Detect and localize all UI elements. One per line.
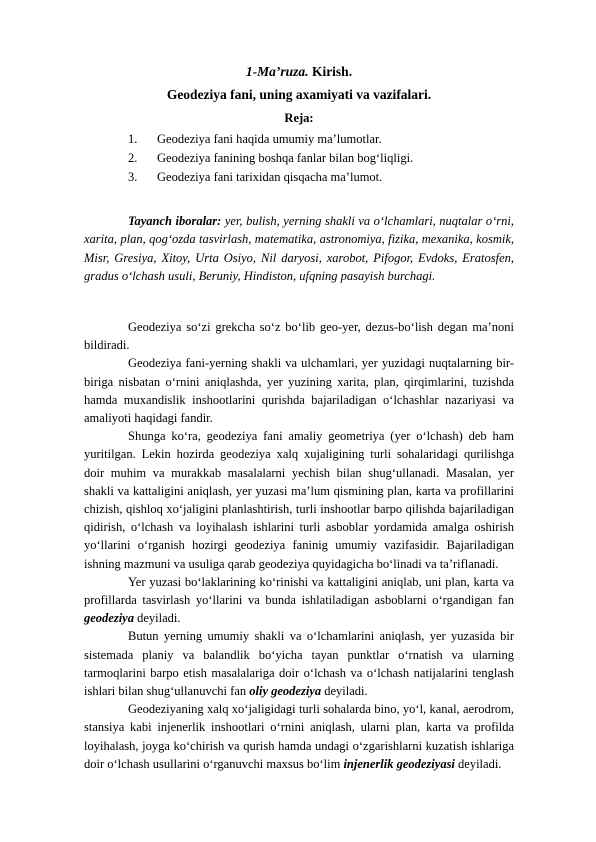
- plan-item-text: Geodeziya fanining boshqa fanlar bilan bog‘liqligi.: [157, 151, 414, 165]
- paragraph-5-text: Butun yerning umumiy shakli va o‘lchamlarini aniqlash, yer yuzasida bir sistemada planiy va balandlik bo‘yicha tayan punktlar o‘rnatish va ularning tarmoqlarini barpo etish masalalariga doir o‘lchash va o‘lchash natijalarini tenglash ishlari bilan shug‘ullanuvchi fan: [84, 629, 514, 699]
- term-geodeziya: geodeziya: [84, 611, 134, 626]
- plan-item: [128, 149, 508, 168]
- paragraph-5: [84, 627, 514, 700]
- plan-heading: Reja:: [284, 111, 314, 125]
- lecture-subtitle: Geodeziya fani, uning axamiyati va vazifalari.: [166, 87, 432, 102]
- plan-item-text: Geodeziya fani haqida umumiy ma’lumotlar.: [157, 132, 382, 146]
- plan-item-number: 3.: [128, 170, 138, 184]
- paragraph-6: [84, 700, 514, 773]
- paragraph-4-text: Yer yuzasi bo‘laklarining ko‘rinishi va kattaligini aniqlab, uni plan, karta va profillarda tasvirlash yo‘llarini va bunda ishlatiladigan asboblarni o‘rgandigan fan: [84, 574, 514, 608]
- paragraph-5-end: deyiladi.: [321, 684, 368, 699]
- paragraph-2: Geodeziya fani-yerning shakli va ulchamlari, yer yuzidagi nuqtalarning bir-biriga nisbatan o‘rnini aniqlashda, yer yuzining xarita, plan, qirqimlarini, tuzishda hamda muxandislik inshootlarini qurishda bajariladigan o‘lchashlar nazariyasi va amaliyoti haqidagi fandir.: [84, 356, 514, 426]
- paragraph-1: Geodeziya so‘zi grekcha so‘z bo‘lib geo-yer, dezus-bo‘lish degan ma’noni bildiradi.: [84, 320, 514, 353]
- keywords-label: Tayanch iboralar:: [128, 214, 222, 228]
- paragraph-6-end: deyiladi.: [454, 756, 502, 771]
- plan-item-number: 1.: [128, 132, 138, 146]
- paragraph-6-text: Geodeziyaning xalq xo‘jaligidagi turli sohalarda bino, yo‘l, kanal, aerodrom, stansiya kabi injenerlik inshootlari o‘rnini aniqlash, ularni plan, karta va profilda loyihalash, joyga ko‘chirish va qurish hamda undagi o‘zgarishlarni kuzatish ishlariga doir o‘lchash usullarini o‘rganuvchi maxsus bo‘lim: [84, 702, 514, 771]
- paragraph-3: Shunga ko‘ra, geodeziya fani amaliy geometriya (yer o‘lchash) deb ham yuritilgan. Lekin hozirda geodeziya xalq xujaligining turli sohalaridagi qurilishga doir muhim va murakkab masalalarni yechish bilan shug‘ullanadi. Masalan, yer shakli va kattaligini aniqlash, yer yuzasi ma’lum qismining plan, karta va profillarini chizish, qishloq xo‘jaligini planlashtirish, turli inshootlar barpo qilishda bajariladigan qidirish, o‘lchash va loyihalash ishlarini turli asboblar yordamida amalga oshirish yo‘llarini o‘rganish hozirgi geodeziya faninig umumiy vazifasidir. Bajariladigan ishning mazmuni va usuliga qarab geodeziya quyidagicha bo‘linadi va ta’riflanadi.: [84, 429, 514, 571]
- plan-item: [128, 168, 508, 187]
- plan-list: [128, 130, 508, 187]
- term-injenerlik-geodeziyasi: injenerlik geodeziyasi: [343, 756, 455, 771]
- lecture-heading: [84, 64, 514, 80]
- plan-item-text: Geodeziya fani tarixidan qisqacha ma’lumot.: [157, 170, 383, 184]
- keywords-paragraph: [84, 212, 514, 285]
- paragraph-4-end: deyiladi.: [133, 611, 181, 626]
- lecture-label: 1-Ma’ruza.: [245, 64, 309, 79]
- body-text: [84, 318, 514, 773]
- term-oliy-geodeziya: oliy geodeziya: [249, 684, 322, 699]
- lecture-title: Kirish.: [311, 64, 353, 79]
- paragraph-4: [84, 573, 514, 628]
- plan-item-number: 2.: [128, 151, 138, 165]
- keywords-text: yer, bulish, yerning shakli va o‘lchamlari, nuqtalar o‘rni, xarita, plan, qog‘ozda tasvirlash, matematika, astronomiya, fizika, mexanika, kosmik, Misr, Gresiya, Xitoy, Urta Osiyo, Nil daryosi, xarobot, Pifogor, Evdoks, Eratosfen, gradus o‘lchash usuli, Beruniy, Hindiston, ufqning pasayish burchagi.: [84, 214, 514, 283]
- plan-item: [128, 130, 508, 149]
